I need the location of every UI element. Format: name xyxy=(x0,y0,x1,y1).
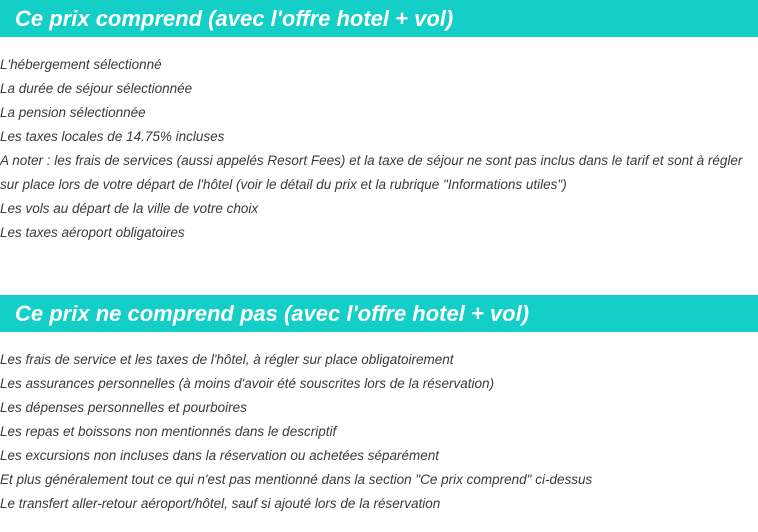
list-item: La pension sélectionnée xyxy=(0,105,146,120)
list-item: Le transfert aller-retour aéroport/hôtel, sauf si ajouté lors de la réservation xyxy=(0,496,441,511)
list-item: Les frais de service et les taxes de l'hôtel, à régler sur place obligatoirement xyxy=(0,352,454,367)
list-item: Les excursions non incluses dans la réservation ou achetées séparément xyxy=(0,448,440,463)
list-item: A noter : les frais de services (aussi appelés Resort Fees) et la taxe de séjour ne sont pas inclus dans le tarif et sont à régler sur place lors de votre départ de l'hôtel (voir le détail du prix et la rubrique "Informations utiles") xyxy=(0,153,743,192)
price-includes-section xyxy=(0,0,758,245)
list-item: Les vols au départ de la ville de votre choix xyxy=(0,201,259,216)
section-title-excludes: Ce prix ne comprend pas (avec l'offre hotel + vol) xyxy=(0,295,758,332)
price-excludes-section xyxy=(0,295,758,516)
list-item: Les dépenses personnelles et pourboires xyxy=(0,400,247,415)
list-item: L'hébergement sélectionné xyxy=(0,57,162,72)
includes-list xyxy=(0,53,758,245)
list-item: Les taxes locales de 14.75% incluses xyxy=(0,129,225,144)
list-item: Les repas et boissons non mentionnés dans le descriptif xyxy=(0,424,337,439)
section-title-includes: Ce prix comprend (avec l'offre hotel + vol) xyxy=(0,0,758,37)
list-item: Et plus généralement tout ce qui n'est pas mentionné dans la section "Ce prix comprend" ci-dessus xyxy=(0,472,593,487)
list-item: La durée de séjour sélectionnée xyxy=(0,81,193,96)
excludes-list xyxy=(0,348,758,516)
list-item: Les assurances personnelles (à moins d'avoir été souscrites lors de la réservation) xyxy=(0,376,495,391)
list-item: Les taxes aéroport obligatoires xyxy=(0,225,185,240)
